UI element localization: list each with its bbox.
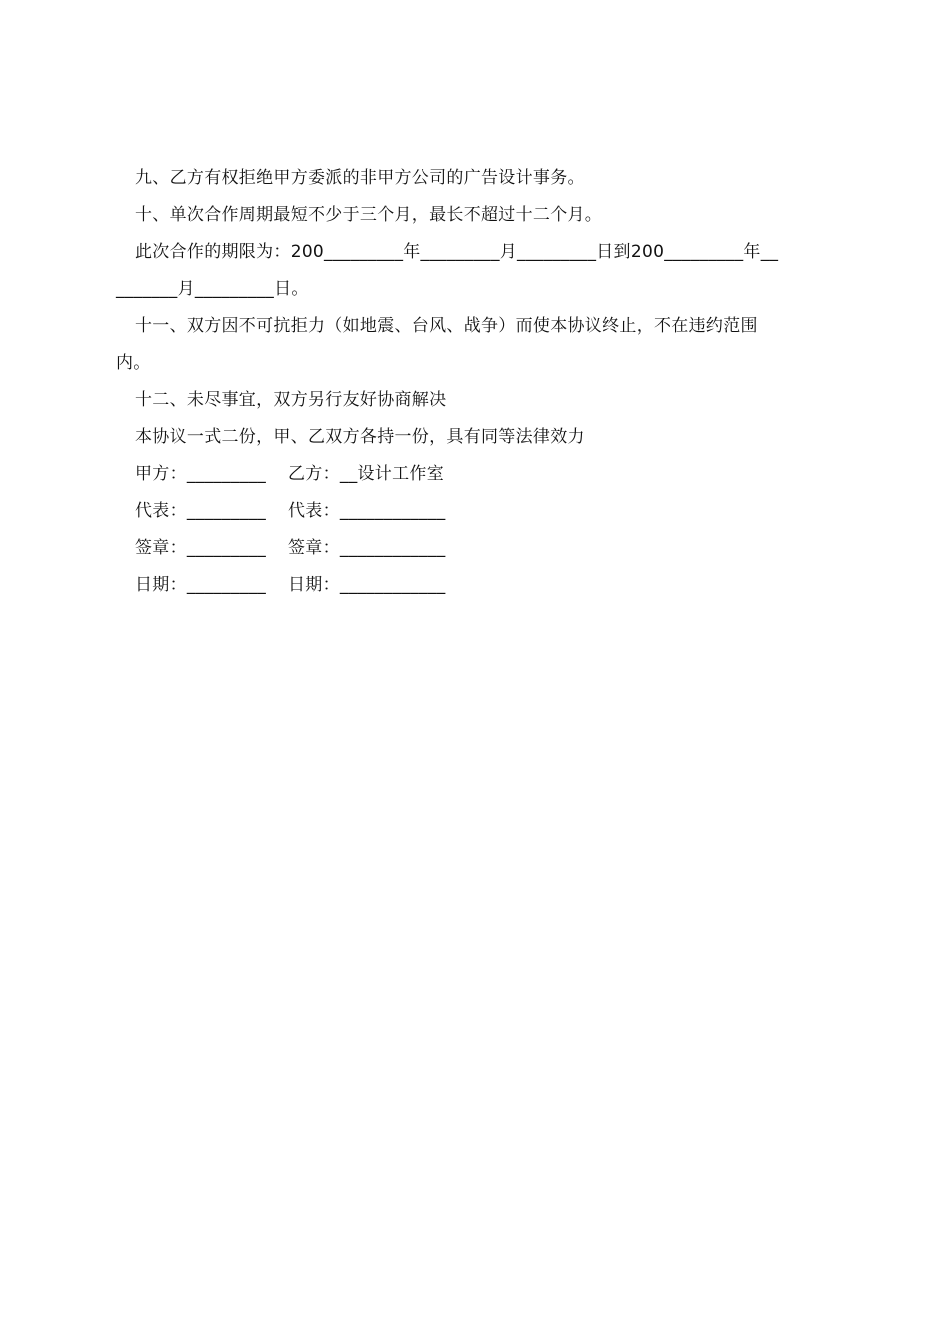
party-b-field: 乙方：__设计工作室 bbox=[288, 464, 444, 484]
party-b-date-field: 日期：____________ bbox=[288, 575, 446, 595]
party-b-representative-field: 代表：____________ bbox=[288, 501, 446, 521]
clause-10 bbox=[116, 197, 836, 234]
clause-11-line-1: 十一、双方因不可抗拒力（如地震、台风、战争）而使本协议终止，不在违约范围 bbox=[135, 316, 758, 336]
cooperation-period bbox=[116, 234, 836, 308]
period-line-1: 此次合作的期限为：200_________年_________月_________日到200_________年__ bbox=[135, 242, 779, 262]
clause-12-text: 十二、未尽事宜，双方另行友好协商解决 bbox=[135, 390, 447, 410]
copies-statement bbox=[116, 419, 836, 456]
party-a-date-field: 日期：_________ bbox=[135, 575, 267, 595]
signature-row-date bbox=[116, 567, 836, 604]
clause-11 bbox=[116, 308, 836, 382]
party-b-seal-field: 签章：____________ bbox=[288, 538, 446, 558]
clause-11-line-2: 内。 bbox=[116, 353, 151, 373]
clause-12 bbox=[116, 382, 836, 419]
party-a-seal-field: 签章：_________ bbox=[135, 538, 267, 558]
party-a-representative-field: 代表：_________ bbox=[135, 501, 267, 521]
clause-10-text: 十、单次合作周期最短不少于三个月，最长不超过十二个月。 bbox=[135, 205, 603, 225]
signature-row-party bbox=[116, 456, 836, 493]
party-a-field: 甲方：_________ bbox=[135, 464, 267, 484]
signature-row-representative bbox=[116, 493, 836, 530]
copies-text: 本协议一式二份，甲、乙双方各持一份，具有同等法律效力 bbox=[135, 427, 585, 447]
document-body bbox=[116, 160, 836, 604]
period-line-2: _______月_________日。 bbox=[116, 279, 309, 299]
signature-row-seal bbox=[116, 530, 836, 567]
clause-9 bbox=[116, 160, 836, 197]
clause-9-text: 九、乙方有权拒绝甲方委派的非甲方公司的广告设计事务。 bbox=[135, 168, 585, 188]
